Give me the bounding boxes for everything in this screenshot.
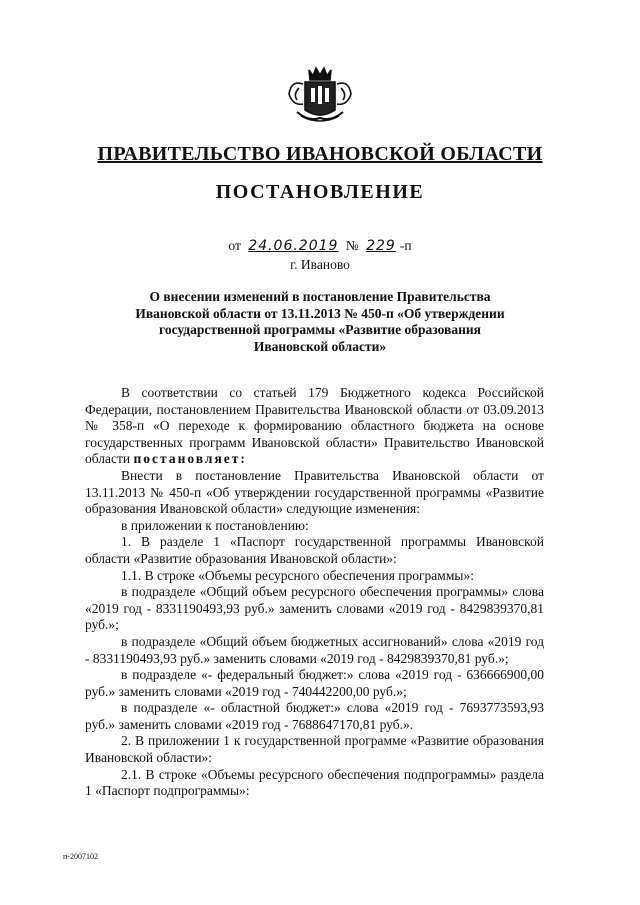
paragraph: в подразделе «- областной бюджет:» слова «2019 год - 7693773593,93 руб.» заменить словами «2019 год - 7688647170,81 руб.».: [85, 700, 544, 732]
city: г. Иваново: [290, 257, 350, 272]
ivanovo-coat-of-arms-icon: [285, 60, 355, 126]
title-line: Ивановской области от 13.11.2013 № 450-п «Об утверждении: [135, 305, 505, 321]
resolution-word: постановляет:: [133, 451, 247, 467]
paragraph: в приложении к постановлению:: [121, 517, 309, 533]
paragraph: [85, 385, 544, 468]
title-line: государственной программы «Развитие образования: [159, 322, 481, 338]
paragraph: Внести в постановление Правительства Ивановской области от 13.11.2013 № 450-п «Об утверждении государственной программы «Развитие образования Ивановской области» следующие изменения:: [85, 467, 544, 517]
document-body: [85, 385, 544, 800]
paragraph: 1. В разделе 1 «Паспорт государственной программы Ивановской области «Развитие образования Ивановской области»:: [85, 534, 544, 566]
document-type: ПОСТАНОВЛЕНИЕ: [215, 181, 425, 203]
date-prefix: от: [228, 238, 241, 253]
document-title: [100, 289, 540, 355]
paragraph: 1.1. В строке «Объемы ресурсного обеспечения программы»:: [121, 567, 474, 583]
date-number-line: [0, 238, 640, 254]
number-suffix: -п: [399, 238, 412, 253]
paragraph: в подразделе «- федеральный бюджет:» слова «2019 год - 636666900,00 руб.» заменить словами «2019 год - 740442200,00 руб.»;: [85, 667, 544, 699]
document-date: 24.06.2019: [248, 238, 339, 254]
government-name: ПРАВИТЕЛЬСТВО ИВАНОВСКОЙ ОБЛАСТИ: [97, 143, 543, 165]
paragraph: 2. В приложении 1 к государственной программе «Развитие образования Ивановской области»:: [85, 733, 544, 766]
footer-code: п-2007102: [63, 852, 98, 861]
title-line: Ивановской области»: [253, 338, 387, 354]
paragraph: в подразделе «Общий объем ресурсного обеспечения программы» слова «2019 год - 8331190493,93 руб.» заменить словами «2019 год - 8429839370,81 руб.»;: [85, 584, 544, 633]
paragraph: в подразделе «Общий объем бюджетных ассигнований» слова «2019 год - 8331190493,93 руб.» заменить словами «2019 год - 8429839370,81 руб.»;: [85, 633, 544, 666]
title-line: О внесении изменений в постановление Правительства: [149, 289, 491, 304]
paragraph-text: В соответствии со статьей 179 Бюджетного кодекса Российской Федерации, постановлением Правительства Ивановской области от 03.09.2013 № 358-п «О переходе к формированию областного бюджета на основе государственных программ Ивановской области» Правительство Ивановской области: [85, 385, 544, 467]
number-sign: №: [345, 238, 359, 253]
paragraph: 2.1. В строке «Объемы ресурсного обеспечения подпрограммы» раздела 1 «Паспорт подпрограммы»:: [85, 766, 544, 799]
document-number: 229: [366, 238, 396, 254]
